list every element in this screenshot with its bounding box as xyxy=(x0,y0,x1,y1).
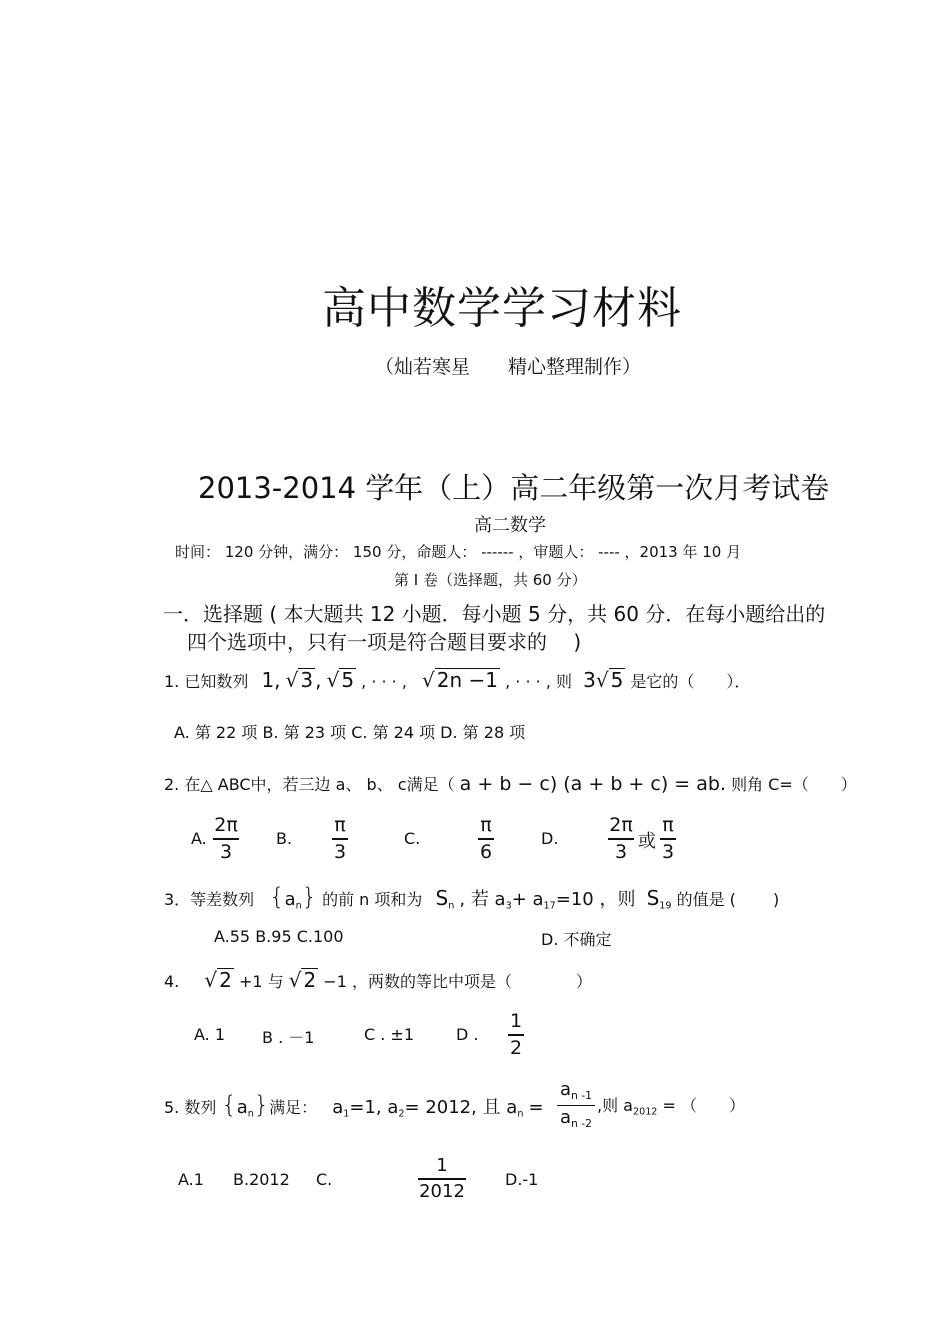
q1-dots1: , · · · , xyxy=(361,672,407,691)
q1-sqrt5: √ 5 xyxy=(326,668,355,692)
q1-target-coef: 3 xyxy=(583,668,596,692)
exam-subject: 高二数学 xyxy=(474,515,546,536)
q1-options: A. 第 22 项 B. 第 23 项 C. 第 24 项 D. 第 28 项 xyxy=(174,723,526,742)
page-subtitle: （灿若寒星 精心整理制作） xyxy=(374,356,641,378)
exam-part: 第 I 卷（选择题，共 60 分） xyxy=(394,571,587,589)
q5-option-a: A.1 xyxy=(178,1170,204,1189)
q5-cond: a xyxy=(332,1097,344,1118)
q4-option-d: D . xyxy=(456,1025,479,1044)
q3-cond: , 若 a xyxy=(459,889,506,910)
q5-eq: = xyxy=(528,1097,544,1118)
q5-option-b: B.2012 xyxy=(233,1170,290,1189)
q4-mid2: −1 ，两数的等比中项是（ ） xyxy=(323,972,592,991)
q1-seq-start: 1, xyxy=(261,668,281,692)
q5-option-c: C. xyxy=(316,1170,333,1189)
q2-option-b-fraction: π 3 xyxy=(333,814,347,863)
q1-prefix: 1. 已知数列 xyxy=(164,672,249,691)
q2-option-c-fraction: π 6 xyxy=(479,814,493,863)
q4-option-b: B . －1 xyxy=(262,1028,315,1047)
q5-prefix: 5. 数列 xyxy=(164,1098,217,1117)
q2-option-d-label: D. xyxy=(541,829,559,848)
section-heading-line1: 一．选择题 ( 本大题共 12 小题．每小题 5 分，共 60 分．在每小题给出的 xyxy=(163,602,826,626)
question-4 xyxy=(164,968,592,992)
q4-mid1: +1 与 xyxy=(238,972,284,991)
q5-option-d: D.-1 xyxy=(505,1170,539,1189)
q4-sqrt2-a: √ 2 xyxy=(204,968,232,992)
q3-options-abc: A.55 B.95 C.100 xyxy=(214,927,344,946)
exam-title: 2013-2014 学年（上）高二年级第一次月考试卷 xyxy=(198,471,830,505)
section-heading-line2: 四个选项中，只有一项是符合题目要求的 ) xyxy=(187,630,582,654)
q3-mid: 的前 n 项和为 xyxy=(322,890,423,909)
q5-then: ,则 $a_{2012}$ = （ ） xyxy=(597,1096,745,1118)
q2-option-a-label: A. xyxy=(191,829,207,848)
q2-option-d-or: 或 xyxy=(638,831,656,852)
q2-option-d-fraction-2: π 3 xyxy=(661,814,675,863)
question-2 xyxy=(164,772,857,795)
q2-option-a-fraction: 2π 3 xyxy=(214,814,238,863)
q4-option-c: C . ±1 xyxy=(364,1025,415,1044)
q2-option-c-label: C. xyxy=(404,829,421,848)
page-title: 高中数学学习材料 xyxy=(322,283,682,334)
q1-dots2: , · · · , 则 xyxy=(505,672,572,691)
q4-prefix: 4. xyxy=(164,972,180,991)
q4-sqrt2-b: √ 2 xyxy=(288,968,317,992)
q2-option-d-fraction-1: 2π 3 xyxy=(609,814,633,863)
exam-info: 时间： 120 分钟，满分： 150 分，命题人： ------ ，审题人： ---- ，2013 年 10 月 xyxy=(175,543,742,561)
q3-suffix: 的值是 ( ) xyxy=(676,890,780,909)
q3-S: S xyxy=(435,886,449,910)
q5-seq: a xyxy=(236,1097,248,1118)
question-5: 5. 数列 $\{a_n\}$满足： $a_1=1$, $a_2= 2012$, 且 $a_n$ = xyxy=(164,1091,544,1120)
question-1: 1. 已知数列 1, √ 3 , √ 5 , · · · , √ 2n −1 , · · · , 则 3√ 5 是它的（ ）． xyxy=(164,668,751,692)
q1-target-sqrt: √ 5 xyxy=(595,668,624,692)
question-3: 3．等差数列 $\{a_n\}$ 的前 n 项和为 $S_n$ , 若 $a_3+ a_{17}=10$ ，则 $S_{19}$ 的值是 ( ) xyxy=(164,883,780,912)
q3-S19: S xyxy=(646,886,660,910)
q2-prefix: 2. 在△ ABC中，若三边 a、 b、 c满足（ xyxy=(164,775,455,794)
q1-suffix: 是它的（ ）． xyxy=(630,672,751,691)
q5-recurrence-fraction: $a_{n -1}$ $a_{n -2}$ xyxy=(556,1081,596,1130)
q1-sqrt3: √ 3 xyxy=(285,668,314,692)
q3-prefix: 3．等差数列 xyxy=(164,890,255,909)
q4-option-d-fraction: 1 2 xyxy=(509,1010,523,1059)
q2-expression: a + b − c) (a + b + c) = ab. xyxy=(459,773,726,795)
q5-mid: 满足： xyxy=(269,1098,318,1117)
q3-option-d: D. 不确定 xyxy=(541,930,612,949)
q1-sqrt2n: √ 2n −1 xyxy=(422,668,499,692)
q4-option-a: A. 1 xyxy=(194,1025,226,1044)
q3-seq: a xyxy=(284,889,296,910)
q5-option-c-fraction: 1 2012 xyxy=(419,1155,465,1202)
q2-option-b-label: B. xyxy=(276,829,293,848)
q2-suffix: 则角 C=（ ） xyxy=(731,775,857,794)
